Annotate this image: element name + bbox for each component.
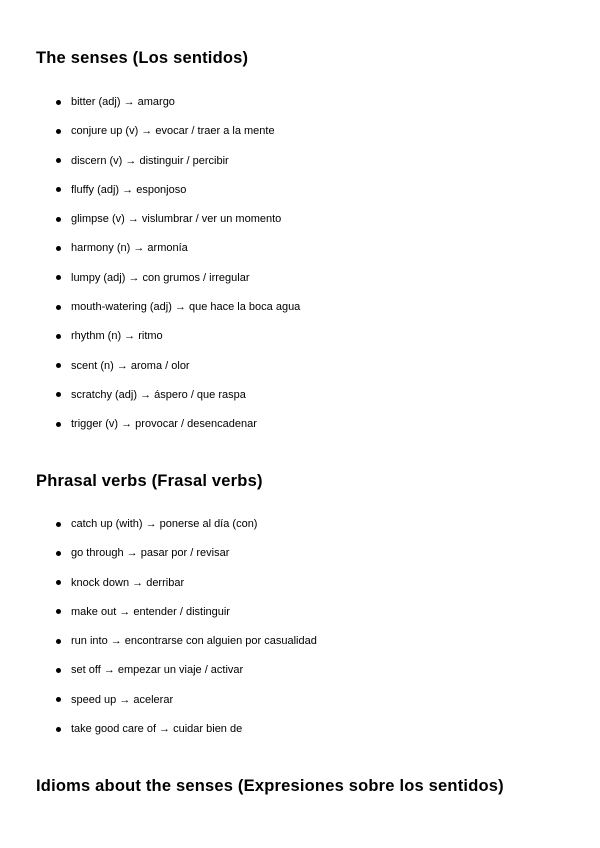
list-item (0, 271, 300, 300)
bullet-icon (56, 129, 61, 134)
phrasal-verbs-list (0, 517, 317, 751)
list-item (0, 359, 300, 388)
list-item (0, 417, 300, 446)
vocab-entry: fluffy (adj) → esponjoso (71, 183, 187, 196)
list-item (0, 693, 317, 722)
vocab-entry: mouth-watering (adj) → que hace la boca agua (71, 301, 301, 314)
bullet-icon (56, 217, 61, 222)
senses-vocab-list (0, 95, 300, 447)
list-item (0, 212, 300, 241)
list-item (0, 95, 300, 124)
list-item (0, 241, 300, 270)
list-item (0, 605, 317, 634)
vocab-entry: glimpse (v) → vislumbrar / ver un momento (71, 213, 282, 226)
bullet-icon (56, 187, 61, 192)
list-item (0, 576, 317, 605)
vocab-entry: harmony (n) → armonía (71, 242, 188, 255)
bullet-icon (56, 305, 61, 310)
vocab-entry: run into → encontrarse con alguien por casualidad (71, 635, 317, 648)
bullet-icon (56, 522, 61, 527)
bullet-icon (56, 639, 61, 644)
vocab-entry: take good care of → cuidar bien de (71, 723, 243, 736)
bullet-icon (56, 580, 61, 585)
bullet-icon (56, 334, 61, 339)
vocab-entry: lumpy (adj) → con grumos / irregular (71, 271, 250, 284)
vocab-entry: make out → entender / distinguir (71, 605, 230, 618)
list-item (0, 634, 317, 663)
list-item (0, 124, 300, 153)
list-item (0, 722, 317, 751)
list-item (0, 546, 317, 575)
bullet-icon (56, 668, 61, 673)
list-item (0, 183, 300, 212)
list-item (0, 154, 300, 183)
list-item (0, 663, 317, 692)
list-item (0, 388, 300, 417)
bullet-icon (56, 246, 61, 251)
bullet-icon (56, 158, 61, 163)
section-title-idioms: Idioms about the senses (Expresiones sobre los sentidos) (36, 777, 504, 795)
vocab-entry: scent (n) → aroma / olor (71, 359, 190, 372)
bullet-icon (56, 100, 61, 105)
bullet-icon (56, 609, 61, 614)
bullet-icon (56, 275, 61, 280)
section-title-phrasal-verbs: Phrasal verbs (Frasal verbs) (36, 472, 263, 490)
bullet-icon (56, 392, 61, 397)
list-item (0, 329, 300, 358)
vocab-entry: discern (v) → distinguir / percibir (71, 154, 229, 167)
vocab-entry: bitter (adj) → amargo (71, 96, 175, 108)
bullet-icon (56, 551, 61, 556)
vocab-entry: trigger (v) → provocar / desencadenar (71, 418, 257, 431)
vocab-entry: scratchy (adj) → áspero / que raspa (71, 388, 246, 401)
vocab-entry: catch up (with) → ponerse al día (con) (71, 518, 258, 530)
bullet-icon (56, 727, 61, 732)
bullet-icon (56, 697, 61, 702)
vocab-entry: go through → pasar por / revisar (71, 547, 230, 560)
vocab-entry: rhythm (n) → ritmo (71, 330, 163, 343)
vocab-entry: conjure up (v) → evocar / traer a la mente (71, 125, 275, 138)
list-item (0, 300, 300, 329)
vocab-entry: knock down → derribar (71, 576, 185, 589)
section-title-senses: The senses (Los sentidos) (36, 49, 249, 67)
vocab-entry: speed up → acelerar (71, 693, 174, 706)
list-item (0, 517, 317, 546)
bullet-icon (56, 422, 61, 427)
bullet-icon (56, 363, 61, 368)
vocab-entry: set off → empezar un viaje / activar (71, 664, 244, 677)
